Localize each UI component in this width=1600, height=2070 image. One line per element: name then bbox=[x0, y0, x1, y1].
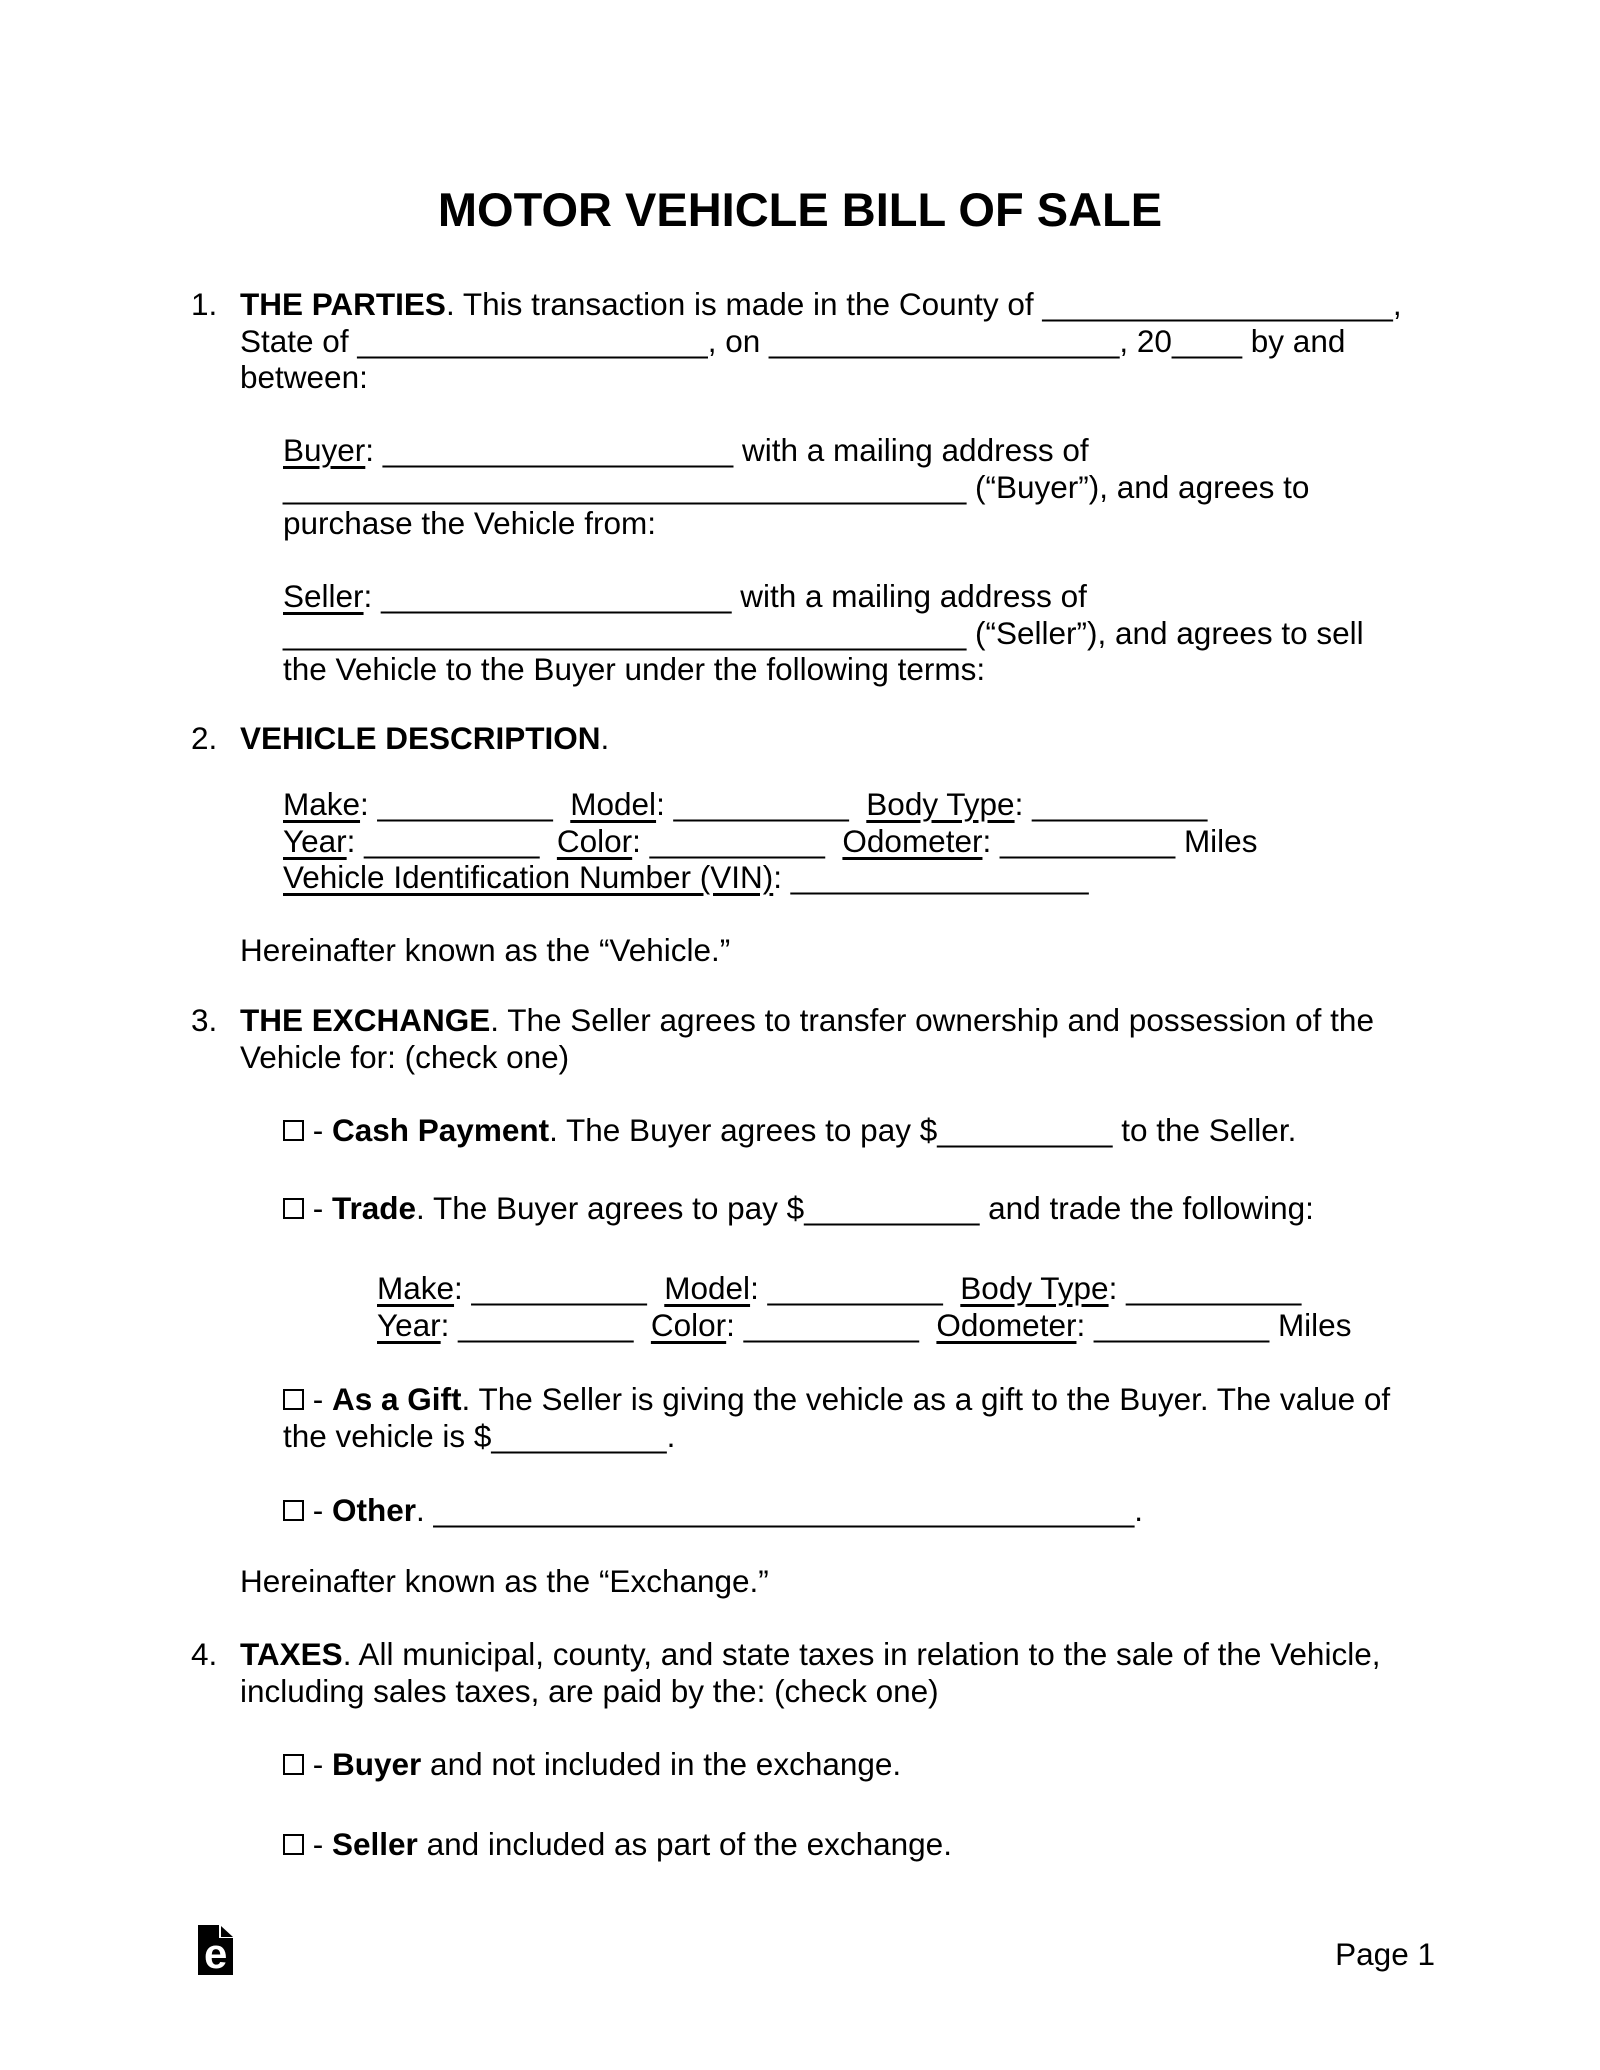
checkbox-icon bbox=[283, 1500, 304, 1521]
text-run: , bbox=[1392, 286, 1402, 322]
text-run: - bbox=[304, 1746, 332, 1782]
text-run: (“Seller”), and agrees to sell bbox=[966, 614, 1364, 651]
blank-line: ____________________ bbox=[357, 322, 708, 359]
text-run: : bbox=[982, 822, 1000, 859]
text-run bbox=[849, 786, 867, 822]
option-other bbox=[283, 1492, 1143, 1529]
text-run: purchase the Vehicle from: bbox=[283, 505, 656, 542]
text-line bbox=[283, 1381, 1390, 1418]
option-trade bbox=[283, 1190, 1314, 1227]
text-run bbox=[553, 786, 571, 822]
blank-line: ____________________ bbox=[769, 322, 1120, 359]
note-vehicle bbox=[240, 932, 730, 969]
blank-line: ____________________ bbox=[1042, 286, 1393, 322]
text-run: to the Seller. bbox=[1112, 1112, 1297, 1148]
text-run: Trade bbox=[332, 1190, 417, 1226]
text-line bbox=[283, 1418, 1390, 1455]
checkbox-icon bbox=[283, 1120, 304, 1141]
blank-line: __________ bbox=[999, 822, 1176, 859]
text-run: - bbox=[304, 1190, 332, 1226]
text-line bbox=[283, 505, 1309, 542]
text-run: . bbox=[1134, 1492, 1144, 1528]
text-line bbox=[283, 823, 1257, 860]
text-line bbox=[240, 1039, 1374, 1076]
text-run: : bbox=[1014, 786, 1033, 822]
blank-line: ________________________________________ bbox=[433, 1492, 1135, 1528]
text-line bbox=[283, 469, 1309, 506]
text-run: and not included in the exchange. bbox=[421, 1746, 902, 1782]
text-run: . The Seller is giving the vehicle as a gift to the Buyer. The value of bbox=[461, 1381, 1391, 1417]
text-run: by and bbox=[1242, 322, 1346, 359]
blank-line: __________ bbox=[767, 1270, 943, 1306]
option-taxes-buyer bbox=[283, 1746, 901, 1783]
text-line bbox=[283, 651, 1364, 688]
text-run: : bbox=[1108, 1270, 1127, 1306]
text-run: Year bbox=[283, 822, 347, 859]
text-run: - bbox=[304, 1492, 332, 1528]
text-run bbox=[539, 823, 557, 859]
paragraph-buyer bbox=[283, 432, 1309, 542]
checkbox-icon bbox=[283, 1198, 304, 1219]
text-run: : bbox=[454, 1270, 472, 1306]
text-line bbox=[283, 1826, 952, 1863]
text-run: - bbox=[304, 1826, 332, 1862]
text-run: Color bbox=[556, 822, 633, 859]
text-run: Odometer bbox=[842, 822, 983, 859]
blank-line: ____________________ bbox=[382, 432, 734, 468]
text-run: Model bbox=[664, 1270, 751, 1306]
text-run: Color bbox=[650, 1306, 727, 1343]
eforms-logo-icon bbox=[198, 1925, 233, 1975]
text-line bbox=[240, 1563, 769, 1600]
text-run: with a mailing address of bbox=[733, 432, 1089, 468]
text-run: : bbox=[632, 822, 650, 859]
text-run: Hereinafter known as the “Vehicle.” bbox=[240, 932, 731, 968]
text-line bbox=[377, 1307, 1351, 1344]
document-title: MOTOR VEHICLE BILL OF SALE bbox=[437, 183, 1163, 236]
text-run: with a mailing address of bbox=[731, 578, 1087, 614]
text-run: As a Gift bbox=[332, 1381, 462, 1417]
text-run: : bbox=[365, 432, 383, 468]
blank-line: __________ bbox=[649, 822, 825, 859]
text-run: . All municipal, county, and state taxes in relation to the sale of the Vehicle, bbox=[342, 1636, 1381, 1672]
blank-line: __________ bbox=[804, 1190, 980, 1226]
blank-line: __________ bbox=[471, 1270, 647, 1306]
option-gift bbox=[283, 1381, 1390, 1454]
blank-line: ____________________ bbox=[381, 578, 732, 614]
text-run: : bbox=[346, 822, 365, 859]
list-number: 3. bbox=[191, 1002, 218, 1038]
note-exchange bbox=[240, 1563, 769, 1600]
text-run: Seller bbox=[332, 1826, 418, 1862]
text-line bbox=[283, 859, 1257, 896]
checkbox-icon bbox=[283, 1754, 304, 1775]
text-line bbox=[283, 1190, 1314, 1227]
list-number: 2. bbox=[191, 720, 218, 756]
text-run: THE PARTIES bbox=[240, 286, 446, 322]
text-run: Hereinafter known as the “Exchange.” bbox=[240, 1563, 769, 1599]
text-run: : bbox=[656, 786, 674, 822]
section-1-parties bbox=[191, 286, 1402, 396]
text-run: , 20 bbox=[1119, 322, 1172, 359]
text-run: . The Buyer agrees to pay $ bbox=[549, 1112, 938, 1148]
text-run bbox=[943, 1270, 961, 1306]
text-run: : bbox=[440, 1306, 459, 1343]
text-run: Buyer bbox=[332, 1746, 422, 1782]
text-run: Make bbox=[377, 1270, 455, 1306]
blank-line: __________ bbox=[743, 1306, 919, 1343]
text-run: . bbox=[666, 1417, 676, 1454]
text-line bbox=[240, 286, 1402, 323]
blank-line: _______________________________________ bbox=[283, 614, 967, 651]
text-line bbox=[240, 1673, 1380, 1710]
text-run: : bbox=[1076, 1306, 1094, 1343]
text-run: : bbox=[363, 578, 382, 614]
text-run: . bbox=[600, 720, 610, 756]
text-run: Miles bbox=[1175, 822, 1258, 859]
text-run: the Vehicle to the Buyer under the following terms: bbox=[283, 651, 986, 688]
text-run: Body Type bbox=[866, 786, 1015, 822]
text-run: TAXES bbox=[240, 1636, 343, 1672]
text-run: (“Buyer”), and agrees to bbox=[966, 468, 1310, 505]
checkbox-icon bbox=[283, 1389, 304, 1410]
text-run: . bbox=[416, 1492, 434, 1528]
text-run: and trade the following: bbox=[979, 1190, 1314, 1226]
vehicle-fields-1 bbox=[283, 786, 1257, 896]
text-run: Other bbox=[332, 1492, 417, 1528]
text-line bbox=[377, 1270, 1351, 1307]
text-line bbox=[283, 1112, 1296, 1149]
text-run: VEHICLE DESCRIPTION bbox=[240, 720, 601, 756]
text-run: : bbox=[726, 1306, 744, 1343]
vehicle-fields-2 bbox=[377, 1270, 1351, 1343]
blank-line: __________ bbox=[377, 786, 553, 822]
list-number: 1. bbox=[191, 286, 218, 322]
text-run: Seller bbox=[283, 578, 364, 614]
text-run bbox=[919, 1307, 937, 1343]
blank-line: __________ bbox=[364, 822, 540, 859]
text-line bbox=[240, 323, 1402, 360]
text-line bbox=[240, 720, 609, 757]
section-2-vehicle-description bbox=[191, 720, 609, 757]
text-run: . The Buyer agrees to pay $ bbox=[416, 1190, 805, 1226]
section-3-exchange bbox=[191, 1002, 1374, 1075]
text-run: , on bbox=[707, 322, 770, 359]
text-line bbox=[283, 1492, 1143, 1529]
text-run: - bbox=[304, 1112, 332, 1148]
blank-line: _______________________________________ bbox=[283, 468, 967, 505]
option-taxes-seller bbox=[283, 1826, 952, 1863]
text-run bbox=[647, 1270, 665, 1306]
text-run: - bbox=[304, 1381, 332, 1417]
text-line bbox=[240, 1636, 1380, 1673]
text-run: Vehicle Identification Number (VIN) bbox=[283, 859, 774, 896]
paragraph-seller bbox=[283, 578, 1364, 688]
text-run bbox=[633, 1307, 651, 1343]
text-run: . The Seller agrees to transfer ownership and possession of the bbox=[490, 1002, 1374, 1038]
text-run: the vehicle is $ bbox=[283, 1417, 492, 1454]
list-number: 4. bbox=[191, 1636, 218, 1672]
text-run: Cash Payment bbox=[332, 1112, 550, 1148]
text-run: including sales taxes, are paid by the: (check one) bbox=[240, 1672, 939, 1709]
text-run: Body Type bbox=[960, 1270, 1109, 1306]
text-run: Miles bbox=[1269, 1306, 1352, 1343]
text-line bbox=[283, 432, 1309, 469]
blank-line: __________ bbox=[458, 1306, 634, 1343]
text-run: : bbox=[360, 786, 378, 822]
blank-line: ____ bbox=[1171, 322, 1243, 359]
text-run: Make bbox=[283, 786, 361, 822]
section-4-taxes bbox=[191, 1636, 1380, 1709]
blank-line: __________ bbox=[673, 786, 849, 822]
text-run: between: bbox=[240, 359, 368, 396]
text-run: Buyer bbox=[283, 432, 366, 468]
text-line bbox=[240, 359, 1402, 396]
option-cash-payment bbox=[283, 1112, 1296, 1149]
text-run: . This transaction is made in the County of bbox=[445, 286, 1043, 322]
text-run: Vehicle for: (check one) bbox=[240, 1038, 570, 1075]
text-line bbox=[283, 578, 1364, 615]
text-run: State of bbox=[240, 322, 358, 359]
text-run: THE EXCHANGE bbox=[240, 1002, 491, 1038]
text-line bbox=[283, 615, 1364, 652]
blank-line: __________ bbox=[1093, 1306, 1270, 1343]
text-line bbox=[240, 932, 730, 969]
blank-line: __________ bbox=[1032, 786, 1208, 822]
blank-line: __________ bbox=[1126, 1270, 1302, 1306]
text-line bbox=[283, 786, 1257, 823]
text-run: Year bbox=[377, 1306, 441, 1343]
text-run: and included as part of the exchange. bbox=[417, 1826, 952, 1862]
svg-text:e: e bbox=[204, 1930, 228, 1975]
text-run: : bbox=[750, 1270, 768, 1306]
text-run bbox=[825, 823, 843, 859]
blank-line: _________________ bbox=[790, 859, 1089, 896]
checkbox-icon bbox=[283, 1834, 304, 1855]
text-run: Model bbox=[570, 786, 657, 822]
text-run: Odometer bbox=[936, 1306, 1077, 1343]
blank-line: __________ bbox=[491, 1417, 667, 1454]
text-line bbox=[283, 1746, 901, 1783]
page-number: Page 1 bbox=[1335, 1936, 1435, 1972]
blank-line: __________ bbox=[937, 1112, 1113, 1148]
text-run: : bbox=[773, 859, 791, 896]
text-line bbox=[240, 1002, 1374, 1039]
